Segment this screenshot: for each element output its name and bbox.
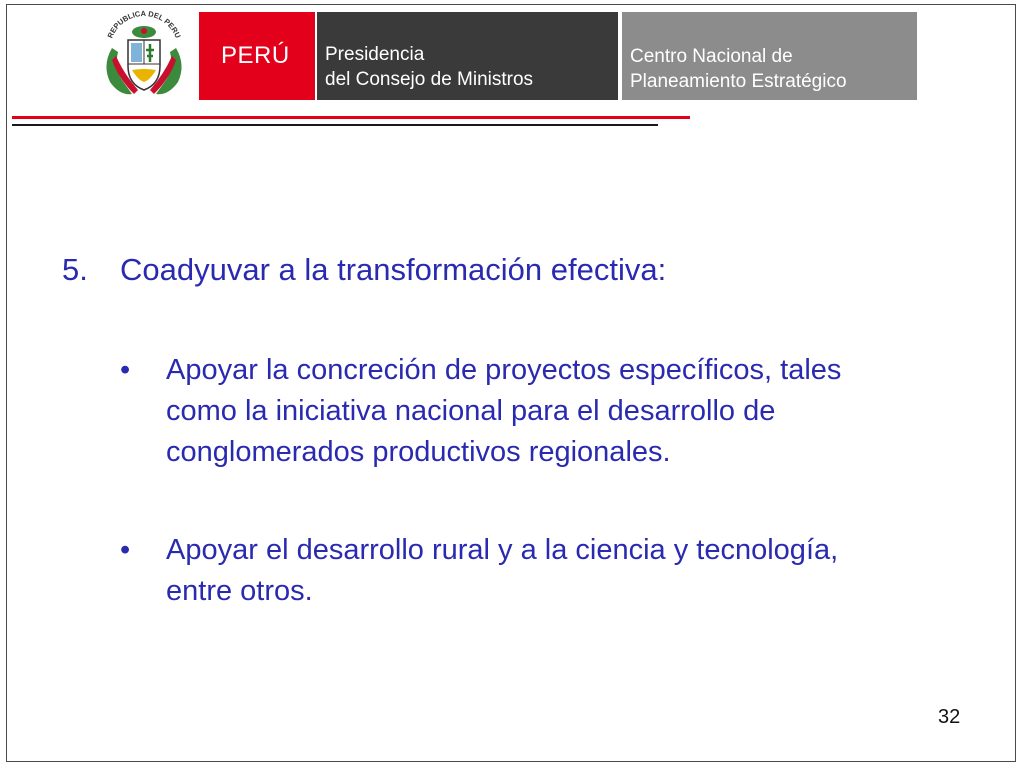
- ceplan-line-2: Planeamiento Estratégico: [630, 71, 847, 92]
- bullet-line: como la iniciativa nacional para el desarrollo de: [166, 395, 776, 427]
- heading-text: Coadyuvar a la transformación efectiva:: [120, 252, 667, 287]
- heading-number: 5.: [62, 252, 88, 287]
- page-number: 32: [938, 706, 961, 728]
- peru-label: PERÚ: [221, 42, 290, 69]
- bullet-line: conglomerados productivos regionales.: [166, 436, 671, 468]
- bullet-line: entre otros.: [166, 575, 313, 607]
- ceplan-line-1: Centro Nacional de: [630, 46, 793, 67]
- bullet-line: Apoyar la concreción de proyectos específicos, tales: [166, 354, 842, 386]
- header-divider-black: [12, 124, 658, 126]
- peru-coat-of-arms-logo: [98, 10, 190, 102]
- header-divider-red: [12, 116, 690, 119]
- pcm-name: [325, 42, 533, 92]
- pcm-line-2: del Consejo de Ministros: [325, 69, 534, 90]
- ceplan-brand-block: [622, 12, 917, 100]
- coat-of-arms-icon: [98, 10, 190, 102]
- bullet-line: Apoyar el desarrollo rural y a la ciencia y tecnología,: [166, 534, 839, 566]
- bullet-marker: •: [120, 354, 131, 386]
- peru-brand-block: [199, 12, 315, 100]
- bullet-text: [166, 530, 986, 612]
- bullet-marker: •: [120, 534, 131, 566]
- bullet-text: [166, 350, 986, 473]
- pcm-brand-block: [317, 12, 618, 100]
- pcm-line-1: Presidencia: [325, 44, 425, 65]
- ceplan-name: [630, 44, 847, 94]
- section-heading: [62, 252, 666, 288]
- crest-text: REPUBLICA DEL PERU: [105, 10, 183, 40]
